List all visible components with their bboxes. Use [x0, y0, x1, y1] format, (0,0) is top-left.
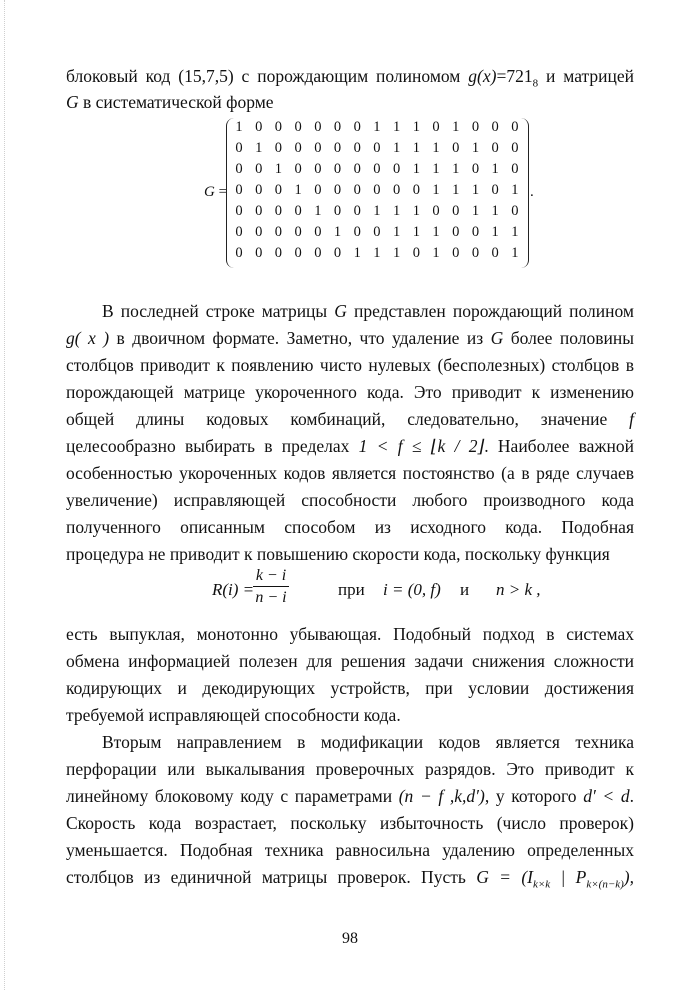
formula-when: при [338, 580, 365, 599]
matrix-cell: 0 [412, 182, 420, 198]
matrix-cell: 0 [294, 203, 302, 219]
matrix-cell: 1 [333, 224, 342, 240]
matrix-cell: 0 [274, 119, 283, 135]
matrix-cell: 1 [432, 140, 440, 156]
p3-line-2: перфорации или выкалывания проверочных разрядов. Это приводит к [66, 759, 634, 779]
matrix-cell: 1 [412, 224, 420, 240]
p2-line-3: кодирующих и декодирующих устройств, при условии достижения [66, 678, 634, 698]
fraction-denominator: n − i [255, 589, 287, 606]
matrix-cell: 0 [235, 245, 243, 261]
matrix-cell: 0 [333, 140, 342, 156]
p1-line-8: увеличение) исправляющей способности любого производного кода [66, 490, 634, 510]
matrix-cell: 0 [452, 203, 460, 219]
matrix-cell: 0 [511, 119, 519, 135]
matrix-row [232, 224, 522, 245]
matrix-cell: 1 [491, 224, 499, 240]
matrix-cell: 0 [314, 245, 322, 261]
matrix-cell: 0 [353, 203, 361, 219]
formula-condition: n > k , [496, 580, 541, 599]
matrix-cell: 0 [333, 245, 342, 261]
matrix-cell: 0 [314, 224, 322, 240]
matrix-row [232, 119, 522, 140]
matrix-cell: 0 [432, 203, 440, 219]
matrix-row [232, 245, 522, 266]
matrix-cell: 1 [412, 161, 420, 177]
formula-fraction [253, 566, 289, 609]
matrix-cell: 0 [373, 140, 381, 156]
p1-line-1: В последней строке матрицы G представлен порождающий полином [102, 301, 634, 321]
matrix-period: . [530, 184, 534, 200]
matrix-cell: 1 [274, 161, 283, 177]
matrix-row [232, 161, 522, 182]
matrix-cell: 0 [255, 203, 263, 219]
p1-line-7: особенностью укороченных кодов является постоянство (а в ряде случаев [66, 463, 634, 483]
p1-line-3: столбцов приводит к появлению чисто нулевых (бесполезных) столбцов в [66, 355, 634, 375]
matrix-cell: 0 [274, 203, 283, 219]
matrix-cell: 1 [373, 203, 381, 219]
p1-line-6: целесообразно выбирать в пределах 1 < f ≤ ⌊k / 2⌋. Наиболее важной [66, 436, 635, 456]
intro-line-2: G в систематической форме [66, 92, 274, 112]
matrix-cell: 1 [452, 182, 460, 198]
p1-line-9: полученного описанным способом из исходного кода. Подобная [66, 517, 634, 537]
matrix-cell: 0 [511, 140, 519, 156]
p2-line-1: есть выпуклая, монотонно убывающая. Подобный подход в системах [66, 624, 634, 644]
matrix-cell: 0 [471, 119, 480, 135]
matrix-cell: 0 [314, 119, 322, 135]
matrix-cell: 0 [294, 161, 302, 177]
matrix-cell: 0 [314, 182, 322, 198]
matrix-cell: 1 [393, 119, 401, 135]
matrix-cell: 0 [452, 224, 460, 240]
p3-line-1: Вторым направлением в модификации кодов является техника [102, 732, 634, 752]
matrix-cell: 0 [255, 245, 263, 261]
matrix-cell: 1 [373, 245, 381, 261]
matrix-cell: 0 [294, 245, 302, 261]
matrix-cell: 1 [412, 140, 420, 156]
matrix-cell: 0 [353, 161, 361, 177]
matrix-cell: 0 [353, 119, 361, 135]
p3-line-6: столбцов из единичной матрицы проверок. Пусть $G = (I_{k\times k}$ | $P_{k\times(n-k)}$), [66, 867, 634, 891]
matrix-cell: 0 [333, 119, 342, 135]
matrix-cell: 1 [353, 245, 361, 261]
matrix-cell: 0 [274, 224, 283, 240]
p2-line-2: обмена информацией полезен для решения задачи снижения сложности [66, 651, 634, 671]
matrix-cell: 0 [255, 161, 263, 177]
matrix-cell: 0 [235, 224, 243, 240]
p3-line-4: Скорость кода возрастает, поскольку избыточность (число проверок) [66, 813, 634, 833]
matrix-cell: 1 [294, 182, 302, 198]
matrix-cell: 0 [471, 245, 480, 261]
matrix-cell: 0 [471, 161, 480, 177]
matrix-cell: 0 [255, 224, 263, 240]
matrix-cell: 0 [255, 182, 263, 198]
p1-line-5: общей длины кодовых комбинаций, следовательно, значение f [66, 409, 634, 429]
matrix-cell: 1 [393, 224, 401, 240]
formula-and: и [460, 580, 470, 599]
matrix-cell: 0 [452, 245, 460, 261]
matrix-cell: 0 [274, 182, 283, 198]
matrix-cell: 0 [235, 203, 243, 219]
matrix-cell: 0 [333, 161, 342, 177]
matrix-cell: 0 [452, 140, 460, 156]
matrix-cell: 1 [432, 161, 440, 177]
page-edge [4, 0, 5, 990]
matrix-cell: 1 [235, 119, 243, 135]
matrix-cell: 0 [432, 119, 440, 135]
matrix-cell: 0 [373, 161, 381, 177]
matrix-cell: 0 [274, 140, 283, 156]
page-number: 98 [342, 930, 358, 947]
matrix-cell: 1 [373, 119, 381, 135]
formula-lhs: R(i) = [212, 580, 255, 599]
matrix-cell: 1 [511, 245, 519, 261]
matrix-cell: 0 [353, 182, 361, 198]
matrix-cell: 1 [255, 140, 263, 156]
matrix-cell: 0 [373, 182, 381, 198]
matrix-cell: 1 [393, 203, 401, 219]
matrix-cell: 0 [353, 140, 361, 156]
matrix-cell: 0 [333, 203, 342, 219]
p3-line-3: линейному блоковому коду с параметрами (n − f ,k,d′), у которого d′ < d. [66, 786, 634, 806]
matrix-cell: 0 [491, 119, 499, 135]
matrix-cell: 1 [491, 203, 499, 219]
matrix-cell: 1 [471, 140, 480, 156]
p1-line-10: процедура не приводит к повышению скорости кода, поскольку функция [66, 544, 610, 564]
formula-range: i = (0, f) [383, 580, 441, 599]
matrix-cell: 0 [314, 161, 322, 177]
intro-line-1: блоковый код (15,7,5) с порождающим полиномом $g(x)=721_8$ и матрицей [66, 66, 634, 90]
matrix-cell: 0 [235, 161, 243, 177]
matrix-cell: 1 [471, 182, 480, 198]
matrix-cell: 1 [432, 245, 440, 261]
p2-line-4: требуемой исправляющей способности кода. [66, 705, 401, 725]
matrix-row [232, 203, 522, 224]
matrix-cell: 0 [491, 245, 499, 261]
matrix-cell: 1 [452, 161, 460, 177]
matrix-cell: 1 [412, 119, 420, 135]
p3-line-5: уменьшается. Подобная техника равносильна удалению определенных [66, 840, 634, 860]
p1-line-2: g( x ) в двоичном формате. Заметно, что удаление из G более половины [66, 328, 634, 348]
matrix-cell: 1 [471, 203, 480, 219]
matrix-cell: 1 [452, 119, 460, 135]
matrix-cell: 1 [412, 203, 420, 219]
matrix-label: G = [204, 184, 228, 200]
matrix-cell: 0 [373, 224, 381, 240]
fraction-numerator: k − i [253, 566, 289, 587]
matrix-row [232, 182, 522, 203]
matrix-cell: 1 [314, 203, 322, 219]
matrix-cell: 0 [491, 140, 499, 156]
p1-line-4: порождающей матрице укороченного кода. Это приводит к изменению [66, 382, 634, 402]
matrix-cell: 0 [294, 119, 302, 135]
matrix-cell: 0 [353, 224, 361, 240]
matrix-cell: 1 [511, 224, 519, 240]
matrix-cell: 0 [235, 182, 243, 198]
matrix-cell: 0 [471, 224, 480, 240]
matrix-cell: 1 [511, 182, 519, 198]
matrix-cell: 0 [393, 161, 401, 177]
matrix-cell: 1 [393, 140, 401, 156]
matrix-cell: 1 [432, 182, 440, 198]
matrix-cell: 0 [274, 245, 283, 261]
matrix-cell: 0 [255, 119, 263, 135]
matrix-cell: 0 [491, 182, 499, 198]
matrix-cell: 0 [511, 161, 519, 177]
matrix-cell: 1 [393, 245, 401, 261]
matrix-cell: 0 [294, 140, 302, 156]
matrix-cell: 0 [511, 203, 519, 219]
matrix-cell: 0 [333, 182, 342, 198]
matrix-cell: 0 [314, 140, 322, 156]
matrix-cell: 0 [393, 182, 401, 198]
matrix-cell: 0 [412, 245, 420, 261]
matrix-cell: 1 [432, 224, 440, 240]
matrix-cell: 0 [294, 224, 302, 240]
matrix-cell: 0 [235, 140, 243, 156]
matrix-cell: 1 [491, 161, 499, 177]
matrix-row [232, 140, 522, 161]
